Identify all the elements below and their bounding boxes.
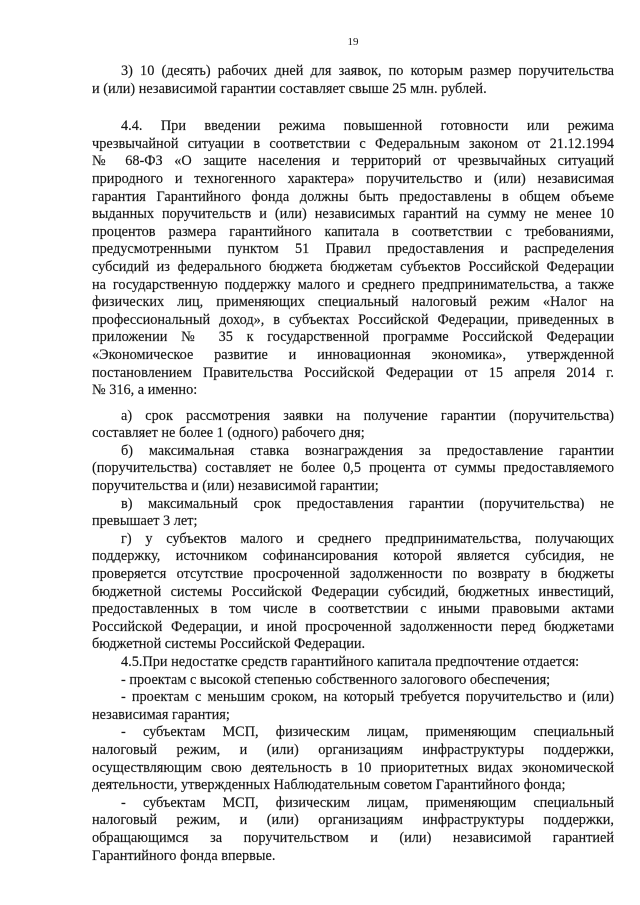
text-line: № 316, а именно:	[92, 382, 198, 399]
text-line: проверяется отсутствие просроченной задолженности по возврату в бюджеты	[92, 566, 614, 583]
text-line: 4.4. При введении режима повышенной готовности или режима	[121, 118, 614, 135]
text-line: - проектам с меньшим сроком, на который требуется поручительство и (или)	[121, 689, 614, 706]
text-line: чрезвычайной ситуации в соответствии с Федеральным законом от 21.12.1994	[92, 135, 614, 152]
text-line: Гарантийного фонда впервые.	[92, 847, 276, 864]
text-line: на государственную поддержку малого и среднего предпринимательства, а также	[92, 276, 614, 293]
text-line: предусмотренными пунктом 51 Правил предоставления и распределения	[92, 241, 614, 258]
text-line: гарантия Гарантийного фонда должны быть предоставлены в общем объеме	[92, 188, 614, 205]
text-line: составляет не более 1 (одного) рабочего дня;	[92, 425, 365, 442]
text-line: профессиональный доход», в субъектах Российской Федерации, приведенных в	[92, 311, 614, 328]
text-line: б) максимальная ставка вознаграждения за предоставление гарантии	[121, 442, 614, 459]
text-line: в) максимальный срок предоставления гарантии (поручительства) не	[121, 495, 614, 512]
text-line: процентов размера гарантийного капитала в соответствии с требованиями,	[92, 223, 614, 240]
text-line: налоговый режим, и (или) организациям инфраструктуры поддержки,	[92, 741, 614, 758]
text-line: поддержку, источником софинансирования которой является субсидия, не	[92, 548, 614, 565]
text-line: - субъектам МСП, физическим лицам, применяющим специальный	[121, 794, 614, 811]
text-line: приложении № 35 к государственной программе Российской Федерации	[92, 329, 614, 346]
text-line: независимая гарантия;	[92, 706, 230, 723]
text-line: выданных поручительств и (или) независимых гарантий на сумму не менее 10	[92, 206, 614, 223]
text-line: субсидий из федерального бюджета бюджетам субъектов Российской Федерации	[92, 258, 614, 275]
text-line: 3) 10 (десять) рабочих дней для заявок, по которым размер поручительства	[121, 63, 614, 79]
text-line: физических лиц, применяющих специальный налоговый режим «Налог на	[92, 294, 614, 311]
paragraph-4-4	[92, 118, 614, 400]
paragraph-item-v	[92, 496, 614, 531]
document-body	[92, 63, 614, 865]
text-line: Российской Федерации, и иной просроченной задолженности перед бюджетами	[92, 618, 614, 635]
list-item-dash	[92, 795, 614, 865]
page-number: 19	[347, 36, 359, 48]
paragraph-4-5	[92, 654, 614, 672]
paragraph-item-3	[92, 63, 614, 98]
text-line: г) у субъектов малого и среднего предпринимательства, получающих	[121, 530, 614, 547]
text-line: а) срок рассмотрения заявки на получение гарантии (поручительства)	[121, 407, 614, 424]
text-line: 4.5.При недостатке средств гарантийного капитала предпочтение отдается:	[121, 654, 580, 670]
text-line: - проектам с высокой степенью собственного залогового обеспечения;	[121, 671, 551, 688]
text-line: налоговый режим, и (или) организациям инфраструктуры поддержки,	[92, 812, 614, 829]
list-item-dash	[92, 689, 614, 724]
text-line: поручительства и (или) независимой гарантии;	[92, 478, 379, 495]
text-line: осуществляющим свою деятельность в 10 приоритетных видах экономической	[92, 759, 614, 776]
text-line: предоставленных в том числе в соответствии с иными правовыми актами	[92, 601, 614, 618]
text-line: - субъектам МСП, физическим лицам, применяющим специальный	[121, 724, 614, 741]
paragraph-item-g	[92, 531, 614, 654]
list-item-dash	[92, 672, 614, 690]
text-line: природного и техногенного характера» поручительство и (или) независимая	[92, 170, 614, 187]
text-line: постановлением Правительства Российской Федерации от 15 апреля 2014 г.	[92, 364, 614, 381]
text-line: бюджетной системы Российской Федерации субсидий, бюджетных инвестиций,	[92, 583, 614, 600]
list-item-dash	[92, 724, 614, 794]
paragraph-item-b	[92, 443, 614, 496]
text-line: и (или) независимой гарантии составляет свыше 25 млн. рублей.	[92, 80, 487, 97]
text-line: бюджетной системы Российской Федерации.	[92, 636, 366, 653]
text-line: превышает 3 лет;	[92, 513, 198, 530]
text-line: деятельности, утвержденных Наблюдательным советом Гарантийного фонда;	[92, 777, 566, 794]
text-line: (поручительства) составляет не более 0,5 процента от суммы предоставляемого	[92, 460, 614, 477]
paragraph-item-a	[92, 408, 614, 443]
text-line: «Экономическое развитие и инновационная экономика», утвержденной	[92, 346, 614, 363]
text-line: № 68-ФЗ «О защите населения и территорий от чрезвычайных ситуаций	[92, 153, 614, 170]
text-line: обращающимся за поручительством и (или) независимой гарантией	[92, 829, 614, 846]
